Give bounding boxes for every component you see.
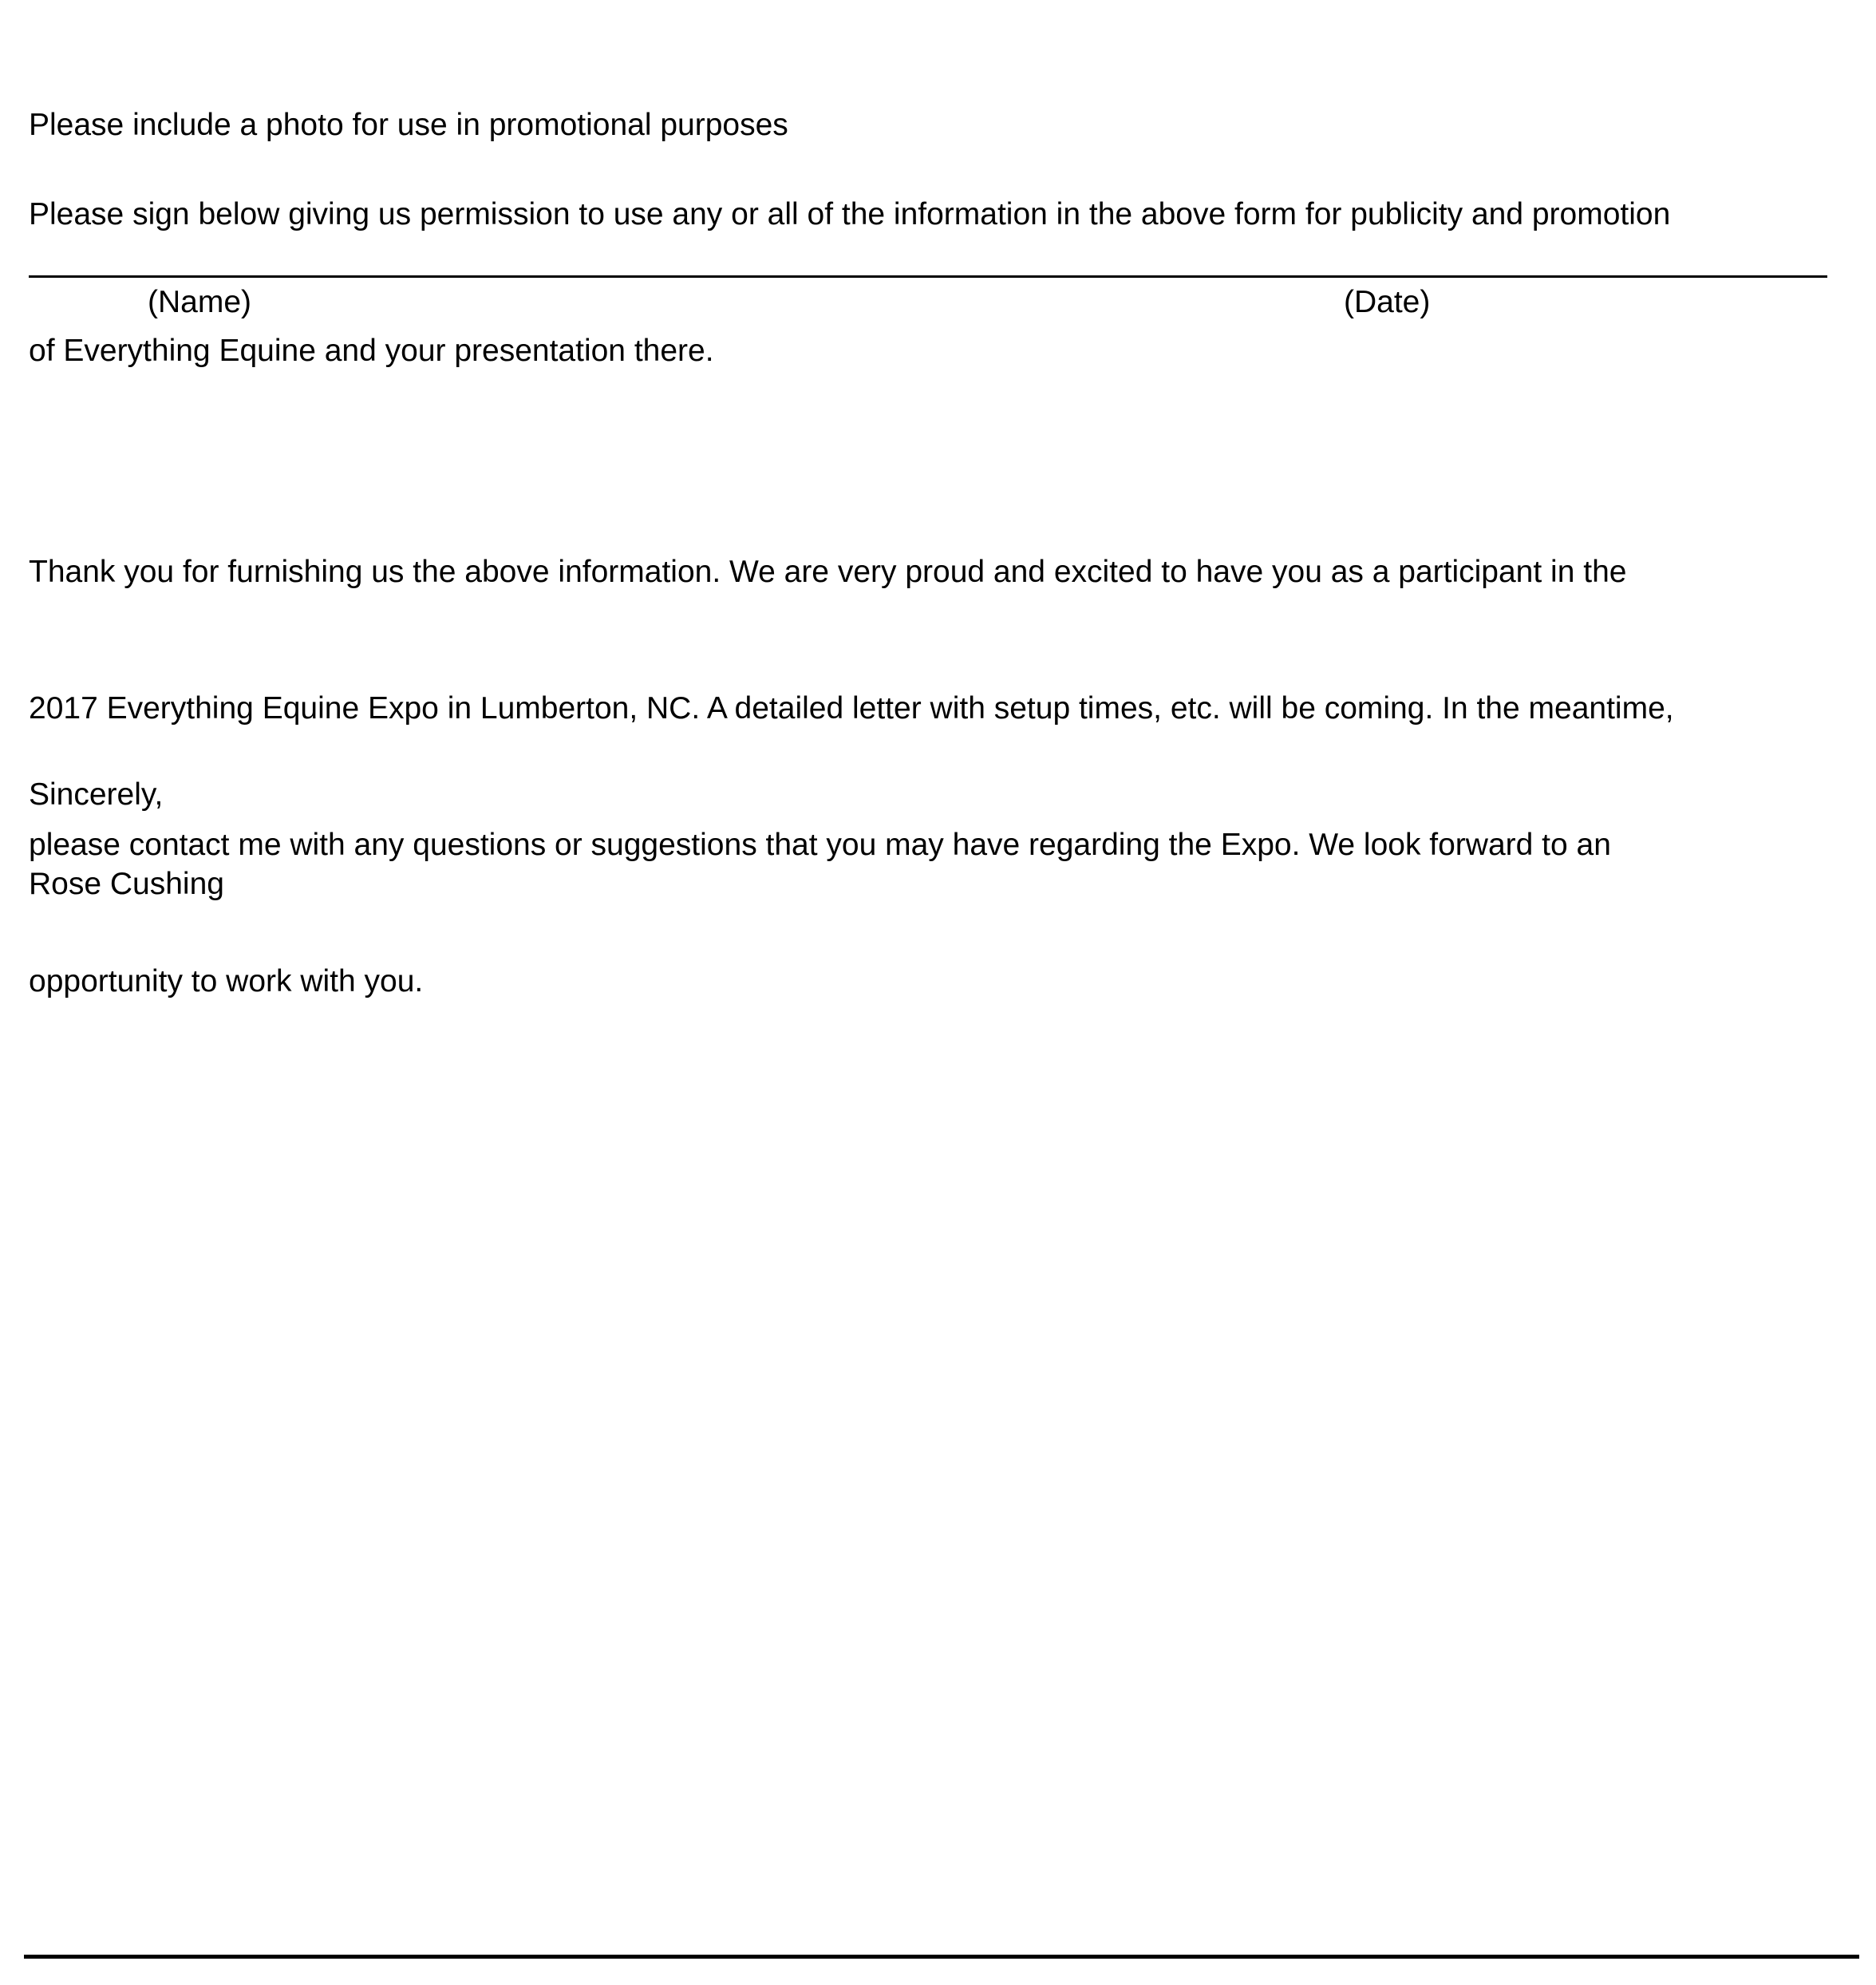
date-label: (Date) [1344, 285, 1431, 319]
thank-you-line-2: 2017 Everything Equine Expo in Lumberton, NC. A detailed letter with setup times, etc. will be coming. In the meantime, [29, 691, 1674, 726]
permission-line-1: Please sign below giving us permission to use any or all of the information in the above form for publicity and promotion [29, 197, 1671, 231]
permission-paragraph [29, 101, 1856, 465]
closing-line: Sincerely, [29, 777, 164, 812]
name-label: (Name) [148, 285, 252, 319]
thank-you-line-3: please contact me with any questions or suggestions that you may have regarding the Expo. We look forward to an [29, 828, 1611, 862]
thank-you-line-4: opportunity to work with you. [29, 964, 424, 998]
footer-rule [24, 1955, 1859, 1959]
signature-line[interactable] [29, 275, 1827, 278]
signer-name [29, 770, 1856, 998]
photo-request-line: Please include a photo for use in promotional purposes [29, 108, 788, 142]
thank-you-line-1: Thank you for furnishing us the above information. We are very proud and excited to have you as a participant in the [29, 555, 1627, 589]
signer-line: Rose Cushing [29, 867, 224, 901]
permission-line-2: of Everything Equine and your presentation there. [29, 334, 714, 368]
